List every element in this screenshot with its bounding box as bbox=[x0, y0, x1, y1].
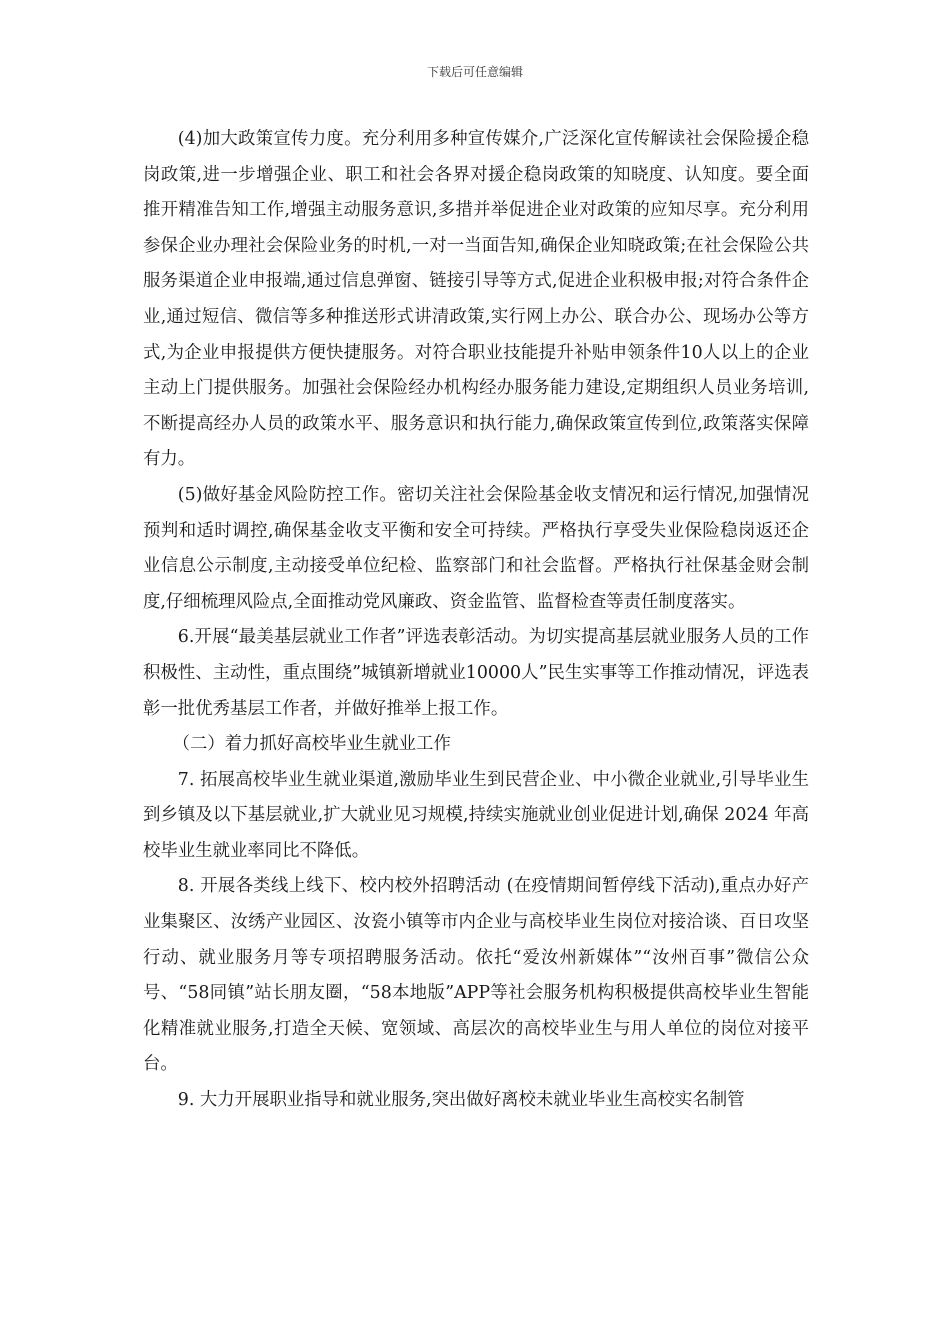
paragraph-best-grassroots-worker: 6.开展“最美基层就业工作者”评选表彰活动。为切实提高基层就业服务人员的工作积极性、主动性，重点围绕”城镇新增就业10000人”民生实事等工作推动情况，评选表彰一批优秀基层工作者，并做好推举上报工作。 bbox=[143, 627, 809, 719]
paragraph-employment-channels: 7. 拓展高校毕业生就业渠道,激励毕业生到民营企业、中小微企业就业,引导毕业生到乡镇及以下基层就业,扩大就业见习规模,持续实施就业创业促进计划,确保 2024 年高校毕业生就业率同比不降低。 bbox=[143, 769, 809, 861]
paragraph-policy-publicity: (4)加大政策宣传力度。充分利用多种宣传媒介,广泛深化宣传解读社会保险援企稳岗政策,进一步增强企业、职工和社会各界对援企稳岗政策的知晓度、认知度。要全面推开精准告知工作,增强主动服务意识,多措并举促进企业对政策的应知尽享。充分利用参保企业办理社会保险业务的时机,一对一当面告知,确保企业知晓政策;在社会保险公共服务渠道企业申报端,通过信息弹窗、链接引导等方式,促进企业积极申报;对符合条件企业,通过短信、微信等多种推送形式讲清政策,实行网上办公、联合办公、现场办公等方式,为企业申报提供方便快捷服务。对符合职业技能提升补贴申领条件10人以上的企业主动上门提供服务。加强社会保险经办机构经办服务能力建设,定期组织人员业务培训,不断提高经办人员的政策水平、服务意识和执行能力,确保政策宣传到位,政策落实保障有力。 bbox=[143, 129, 809, 470]
paragraph-recruitment-activities: 8. 开展各类线上线下、校内校外招聘活动 (在疫情期间暂停线下活动),重点办好产业集聚区、汝绣产业园区、汝瓷小镇等市内企业与高校毕业生岗位对接洽谈、百日攻坚行动、就业服务月等专项招聘服务活动。依托“爱汝州新媒体”“汝州百事”微信公众号、“58同镇”站长朋友圈，“58本地版”APP等社会服务机构积极提供高校毕业生智能化精准就业服务,打造全天候、宽领域、高层次的高校毕业生与用人单位的岗位对接平台。 bbox=[143, 876, 809, 1075]
document-body bbox=[143, 122, 809, 1119]
section-heading-graduate-employment: （二）着力抓好高校毕业生就业工作 bbox=[172, 734, 451, 755]
page-header-note: 下载后可任意编辑 bbox=[426, 65, 523, 79]
paragraph-fund-risk-control: (5)做好基金风险防控工作。密切关注社会保险基金收支情况和运行情况,加强情况预判和适时调控,确保基金收支平衡和安全可持续。严格执行享受失业保险稳岗返还企业信息公示制度,主动接受单位纪检、监察部门和社会监督。严格执行社保基金财会制度,仔细梳理风险点,全面推动党风廉政、资金监管、监督检查等责任制度落实。 bbox=[143, 484, 809, 612]
paragraph-career-guidance: 9. 大力开展职业指导和就业服务,突出做好离校未就业毕业生高校实名制管 bbox=[177, 1090, 745, 1111]
